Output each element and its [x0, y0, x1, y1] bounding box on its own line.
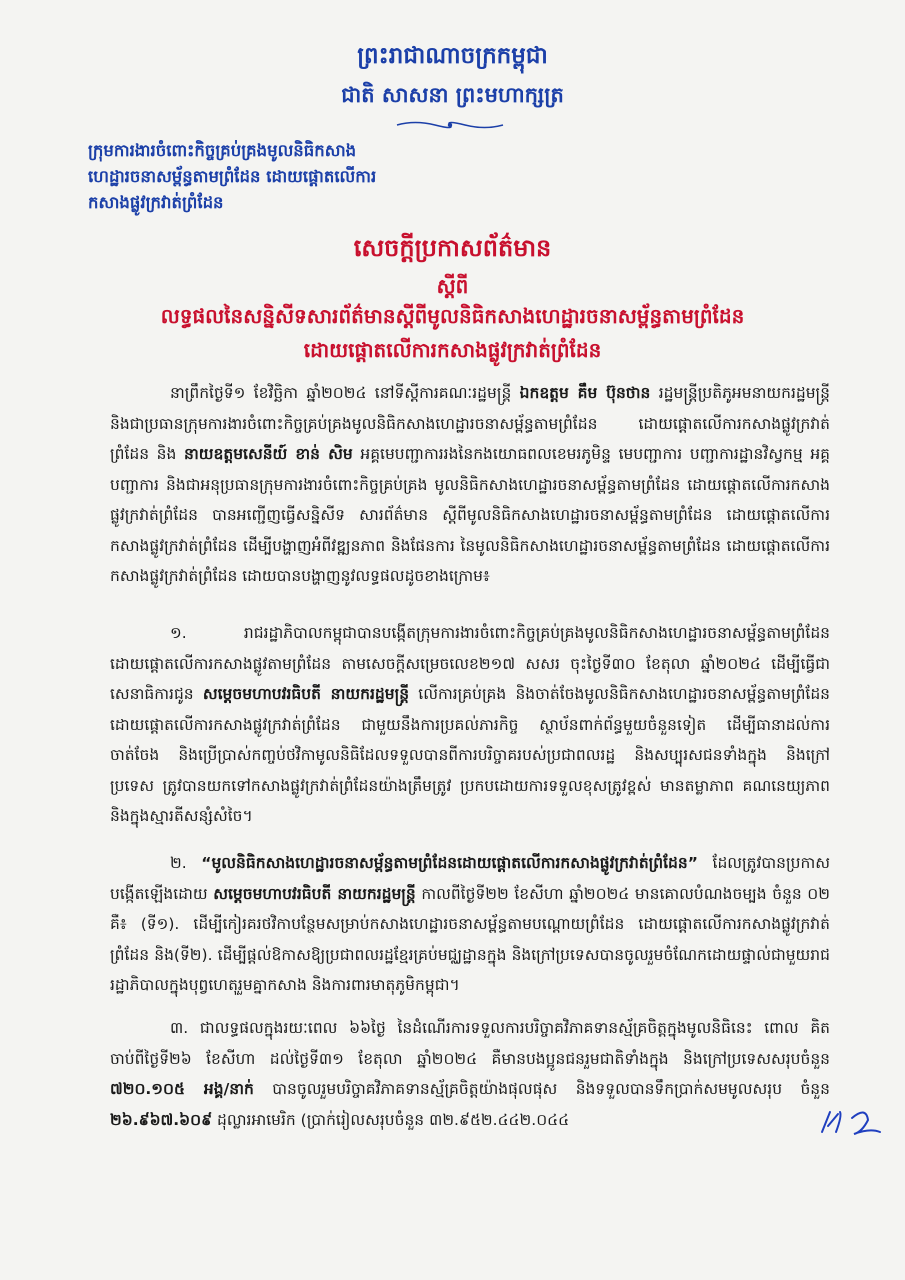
intro-text-2: រដ្ឋមន្ត្រីប្រតិភូអមនាយករដ្ឋមន្ត្រី និងជាប្រធានក្រុមការងារចំពោះកិច្ចគ្រប់គ្រងមូលនិធិកសាងហេដ្ឋារចនាសម្ព័ន្ធតាមព្រំដែន ដោយផ្តោតលើការកសាងផ្លូវក្រវាត់ព្រំដែន និង	[110, 384, 830, 463]
subject-line-1: លទ្ធផលនៃសន្និសីទសារព័ត៌មានស្តីពីមូលនិធិកសាងហេដ្ឋារចនាសម្ព័ន្ធតាមព្រំដែន	[160, 304, 745, 328]
p3-text-3: ដុល្លារអាមេរិក (ប្រាក់រៀលសរុបចំនួន ៣២.៩៥២.៤៤២.០៤៤	[212, 1110, 570, 1129]
ornament-divider	[395, 120, 505, 130]
p1-pm-title: សម្តេចមហាបវរធិបតី នាយករដ្ឋមន្ត្រី	[202, 685, 410, 703]
issuing-committee	[88, 138, 508, 216]
p3-text-2: បានចូលរួមបរិច្ចាគវិភាគទានស្ម័គ្រចិត្តយ៉ាងផុលផុស និងទទួលបានទឹកប្រាក់សមមូលសរុប ចំនួន	[253, 1080, 830, 1098]
p3-usd-total: ២៦.៩៦៧.៦០៩	[110, 1110, 213, 1129]
committee-line-3: កសាងផ្លូវក្រវាត់ព្រំដែន	[88, 193, 224, 212]
intro-text: នាព្រឹកថ្ងៃទី១ ខែវិច្ឆិកា ឆ្នាំ២០២៤ នៅទីស្តីការគណៈរដ្ឋមន្ត្រី	[170, 384, 520, 402]
p2-number: ២.	[170, 854, 202, 872]
committee-line-1: ក្រុមការងារចំពោះកិច្ចគ្រប់គ្រងមូលនិធិកសាង	[88, 141, 357, 160]
intro-text-3: អគ្គមេបញ្ជាការរងនៃកងយោធពលខេមរភូមិន្ទ មេបញ្ជាការ បញ្ជាការដ្ឋានវិស្វកម្ម អគ្គបញ្ជាការ និងជាអនុប្រធានក្រុមការងារចំពោះកិច្ចគ្រប់គ្រង មូលនិធិកសាងហេដ្ឋារចនាសម្ព័ន្ធតាមព្រំដែន ដោយផ្តោតលើការកសាងផ្លូវក្រវាត់ព្រំដែន បានអញ្ជើញធ្វើសន្និសីទ សារព័ត៌មាន ស្តីពីមូលនិធិកសាងហេដ្ឋារចនាសម្ព័ន្ធតាមព្រំដែន ដោយផ្តោតលើការកសាងផ្លូវក្រវាត់ព្រំដែន ដើម្បីបង្ហាញអំពីវឌ្ឍនភាព និងផែនការ នៃមូលនិធិកសាងហេដ្ឋារចនាសម្ព័ន្ធតាមព្រំដែន ដោយផ្តោតលើការកសាងផ្លូវក្រវាត់ព្រំដែន ដោយបានបង្ហាញនូវលទ្ធផលដូចខាងក្រោម៖	[110, 445, 831, 585]
p1-text-2: លើការគ្រប់គ្រង និងចាត់ចែងមូលនិធិកសាងហេដ្ឋារចនាសម្ព័ន្ធតាមព្រំដែន ដោយផ្តោតលើការកសាងផ្លូវក្រវាត់ព្រំដែន ជាមួយនឹងការប្រគល់ភារកិច្ច ស្ថាប័នពាក់ព័ន្ធមួយចំនួនទៀត ដើម្បីធានាដល់ការចាត់ចែង និងប្រើប្រាស់កញ្ចប់ថវិកាមូលនិធិដែលទទួលបានពីការបរិច្ចាគរបស់ប្រជាពលរដ្ឋ និងសប្បុរសជនទាំងក្នុង និងក្រៅប្រទេស ត្រូវបានយកទៅកសាងផ្លូវក្រវាត់ព្រំដែនយ៉ាងត្រឹមត្រូវ ប្រកបដោយការទទួលខុសត្រូវខ្ពស់ មានតម្លាភាព គណនេយ្យភាព និងក្នុងស្មារតីសន្សំសំចៃ។	[110, 685, 831, 825]
p2-text: ដែលត្រូវបានប្រកាសបង្កើតឡើងដោយ	[110, 854, 830, 903]
p3-donor-count: ៧២០.១០៥ អង្គ/នាក់	[110, 1080, 254, 1098]
paragraph-1	[110, 618, 830, 832]
p3-text: ៣. ជាលទ្ធផលក្នុងរយៈពេល ៦៦ថ្ងៃ នៃដំណើរការទទួលការបរិច្ចាគវិភាគទានស្ម័គ្រចិត្តក្នុងមូលនិធិនេះ ពោល គិតចាប់ពីថ្ងៃទី២៦ ខែសីហា ដល់ថ្ងៃទី៣១ ខែតុលា ឆ្នាំ២០២៤ គឺមានបងប្អូនជនរួមជាតិទាំងក្នុង និងក្រៅប្រទេសសរុបចំនួន	[110, 1019, 830, 1068]
subject-line-2: ដោយផ្តោតលើការកសាងផ្លូវក្រវាត់ព្រំដែន	[303, 338, 602, 362]
p1-text: ១. រាជរដ្ឋាភិបាលកម្ពុជាបានបង្កើតក្រុមការងារចំពោះកិច្ចគ្រប់គ្រងមូលនិធិកសាងហេដ្ឋារចនាសម្ព័ន្ធតាមព្រំដែន ដោយផ្តោតលើការកសាងផ្លូវតាមព្រំដែន តាមសេចក្តីសម្រេចលេខ២១៧ សសរ ចុះថ្ងៃទី៣០ ខែតុលា ឆ្នាំ២០២៤ ដើម្បីធ្វើជាសេនាធិការជូន	[110, 624, 830, 703]
document-title: សេចក្តីប្រកាសព័ត៌មាន	[353, 234, 552, 262]
paragraph-2	[110, 848, 830, 1001]
paragraph-3	[110, 1013, 830, 1135]
national-motto: ជាតិ សាសនា ព្រះមហាក្សត្រ	[341, 83, 564, 107]
p2-pm-title: សម្តេចមហាបវរធិបតី នាយករដ្ឋមន្ត្រី	[213, 884, 416, 903]
intro-paragraph	[110, 378, 830, 592]
p2-text-2: កាលពីថ្ងៃទី២២ ខែសីហា ឆ្នាំ២០២៤ មានគោលបំណងចម្បង ចំនួន ០២ គឺ៖ (ទី១). ដើម្បីកៀរគរថវិកាបន្ថែមសម្រាប់កសាងហេដ្ឋារចនាសម្ព័ន្ធតាមបណ្តោយព្រំដែន ដោយផ្តោតលើការកសាងផ្លូវក្រវាត់ព្រំដែន និង(ទី២). ដើម្បីផ្តល់ឱកាសឱ្យប្រជាពលរដ្ឋខ្មែរគ្រប់មជ្ឈដ្ឋានក្នុង និងក្រៅប្រទេសបានចូលរួមចំណែកដោយផ្ទាល់ជាមួយរាជរដ្ឋាភិបាលក្នុងបុព្វហេតុរួមគ្នាកសាង និងការពារមាតុភូមិកម្ពុជា។	[110, 884, 831, 994]
official-name-2: នាយឧត្តមសេនីយ៍ ខាន់ សិម	[184, 445, 353, 463]
kingdom-heading: ព្រះរាជាណាចក្រកម្ពុជា	[357, 43, 548, 69]
committee-line-2: ហេដ្ឋារចនាសម្ព័ន្ធតាមព្រំដែន ដោយផ្តោតលើការ	[88, 167, 377, 186]
initials-page-mark	[818, 1102, 888, 1142]
official-name-1: ឯកឧត្តម គឹម ប៊ុនថាន	[519, 384, 651, 402]
p2-fund-name: “មូលនិធិកសាងហេដ្ឋារចនាសម្ព័ន្ធតាមព្រំដែនដោយផ្តោតលើការកសាងផ្លូវក្រវាត់ព្រំដែន”	[201, 854, 698, 872]
title-about: ស្តីពី	[436, 274, 469, 298]
